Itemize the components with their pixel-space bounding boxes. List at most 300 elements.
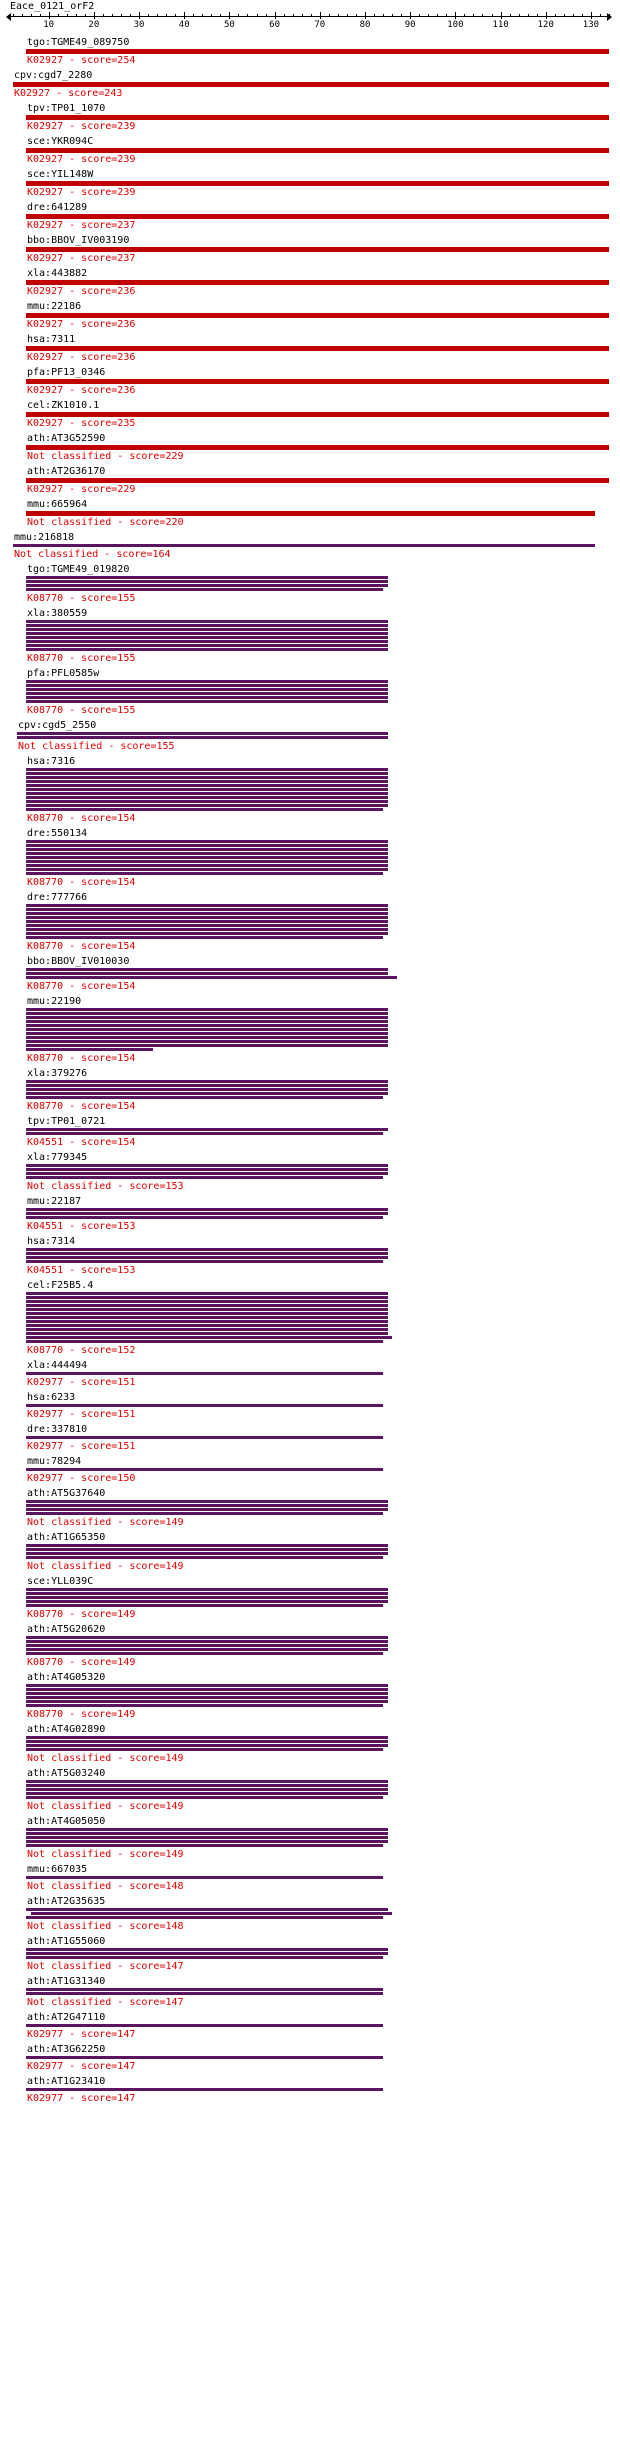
hit-score-link[interactable]: K04551 - score=153 (27, 1265, 136, 1276)
alignment-bar[interactable] (26, 1652, 383, 1655)
alignment-bar[interactable] (26, 804, 388, 807)
alignment-bar[interactable] (26, 972, 388, 975)
hit-score-link[interactable]: K02977 - score=150 (27, 1473, 136, 1484)
alignment-bar[interactable] (26, 511, 595, 516)
alignment-bar[interactable] (26, 1436, 383, 1439)
alignment-bar[interactable] (26, 1080, 388, 1083)
hit-name-link[interactable]: tpv:TP01_0721 (27, 1116, 106, 1127)
alignment-bar[interactable] (26, 1604, 383, 1607)
alignment-bar[interactable] (26, 445, 609, 450)
hit-score-link[interactable]: K08770 - score=154 (27, 1053, 136, 1064)
hit-score-link[interactable]: K08770 - score=155 (27, 705, 136, 716)
hit-score-link[interactable]: Not classified - score=153 (27, 1181, 184, 1192)
alignment-bar[interactable] (26, 852, 388, 855)
hit-name-link[interactable]: ath:AT5G20620 (27, 1624, 106, 1635)
hit-score-link[interactable]: K08770 - score=149 (27, 1609, 136, 1620)
alignment-bar[interactable] (26, 588, 383, 591)
ruler-minor-tick (220, 14, 221, 17)
ruler-minor-tick (392, 14, 393, 17)
hit-score-link[interactable]: Not classified - score=147 (27, 1997, 184, 2008)
alignment-bar[interactable] (26, 632, 388, 635)
alignment-bar[interactable] (26, 1128, 388, 1131)
alignment-bar[interactable] (31, 1912, 392, 1915)
alignment-bar[interactable] (26, 620, 388, 623)
alignment-bar[interactable] (26, 1404, 383, 1407)
alignment-bar[interactable] (26, 868, 388, 871)
alignment-bar[interactable] (26, 1316, 388, 1319)
hit-score-link[interactable]: Not classified - score=155 (18, 741, 175, 752)
alignment-bar[interactable] (26, 936, 383, 939)
alignment-bar[interactable] (26, 576, 388, 579)
hit-name-link[interactable]: ath:AT1G65350 (27, 1532, 106, 1543)
alignment-bar[interactable] (26, 1312, 388, 1315)
ruler-left-arrow-icon (6, 13, 11, 21)
hit-name-link[interactable]: sce:YIL148W (27, 169, 94, 180)
alignment-bar[interactable] (26, 1252, 388, 1255)
alignment-bar[interactable] (26, 796, 388, 799)
hit-score-link[interactable]: K02927 - score=236 (27, 352, 136, 363)
alignment-bar[interactable] (26, 644, 388, 647)
ruler-minor-tick (356, 14, 357, 17)
alignment-bar[interactable] (26, 1948, 388, 1951)
hit-name-link[interactable]: xla:779345 (27, 1152, 88, 1163)
alignment-bar[interactable] (26, 1256, 388, 1259)
alignment-bar[interactable] (26, 1556, 383, 1559)
hit-name-link[interactable]: dre:337810 (27, 1424, 88, 1435)
alignment-bar[interactable] (26, 1088, 388, 1091)
alignment-bar[interactable] (26, 1512, 383, 1515)
alignment-bar[interactable] (26, 1836, 388, 1839)
alignment-bar[interactable] (26, 1840, 388, 1843)
alignment-bar[interactable] (26, 1320, 388, 1323)
hit-name-link[interactable]: pfa:PFL0585w (27, 668, 100, 679)
ruler-major-tick (546, 12, 547, 19)
alignment-bar[interactable] (26, 1020, 388, 1023)
alignment-bar[interactable] (26, 904, 388, 907)
ruler-minor-tick (293, 14, 294, 17)
alignment-bar[interactable] (26, 1552, 388, 1555)
hit-score-link[interactable]: K02927 - score=237 (27, 253, 136, 264)
alignment-bar[interactable] (26, 1748, 383, 1751)
hit-score-link[interactable]: K02927 - score=236 (27, 319, 136, 330)
hit-score-link[interactable]: K02977 - score=151 (27, 1441, 136, 1452)
hit-name-link[interactable]: cel:F25B5.4 (27, 1280, 94, 1291)
hit-name-link[interactable]: ath:AT1G31340 (27, 1976, 106, 1987)
alignment-bar[interactable] (17, 736, 388, 739)
alignment-bar[interactable] (26, 1096, 383, 1099)
hit-score-link[interactable]: K02927 - score=239 (27, 187, 136, 198)
alignment-bar[interactable] (26, 684, 388, 687)
alignment-bar[interactable] (17, 732, 388, 735)
alignment-bar[interactable] (26, 1952, 388, 1955)
alignment-bar[interactable] (26, 624, 388, 627)
hit-score-link[interactable]: K08770 - score=155 (27, 653, 136, 664)
hit-score-link[interactable]: Not classified - score=220 (27, 517, 184, 528)
hit-name-link[interactable]: hsa:7311 (27, 334, 76, 345)
alignment-bar[interactable] (26, 1692, 388, 1695)
alignment-bar[interactable] (26, 1164, 388, 1167)
ruler-minor-tick (175, 14, 176, 17)
ruler-tick-label: 70 (314, 20, 326, 30)
alignment-bar[interactable] (26, 1600, 388, 1603)
hit-score-link[interactable]: Not classified - score=148 (27, 1881, 184, 1892)
ruler-tick-label: 40 (178, 20, 190, 30)
hit-name-link[interactable]: mmu:665964 (27, 499, 88, 510)
hit-name-link[interactable]: mmu:216818 (14, 532, 75, 543)
hit-name-link[interactable]: tgo:TGME49_089750 (27, 37, 130, 48)
alignment-bar[interactable] (26, 1336, 392, 1339)
alignment-bar[interactable] (26, 1308, 388, 1311)
alignment-bar[interactable] (26, 1548, 388, 1551)
alignment-bar[interactable] (26, 2088, 383, 2091)
alignment-bar[interactable] (26, 214, 609, 219)
alignment-bar[interactable] (26, 1844, 383, 1847)
alignment-bar[interactable] (26, 1300, 388, 1303)
alignment-bar[interactable] (26, 181, 609, 186)
alignment-bar[interactable] (26, 1092, 388, 1095)
alignment-bar[interactable] (26, 1168, 388, 1171)
ruler-major-tick (320, 12, 321, 19)
alignment-bar[interactable] (26, 2056, 383, 2059)
ruler-minor-tick (85, 14, 86, 17)
alignment-bar[interactable] (26, 379, 609, 384)
hit-score-link[interactable]: K08770 - score=152 (27, 1345, 136, 1356)
hit-name-link[interactable]: ath:AT4G02890 (27, 1724, 106, 1735)
alignment-bar[interactable] (26, 696, 388, 699)
hit-name-link[interactable]: ath:AT2G35635 (27, 1896, 106, 1907)
alignment-bar[interactable] (26, 1988, 383, 1991)
alignment-bar[interactable] (26, 788, 388, 791)
hit-score-link[interactable]: Not classified - score=149 (27, 1801, 184, 1812)
alignment-bar[interactable] (26, 1508, 388, 1511)
alignment-bar[interactable] (26, 1504, 388, 1507)
hit-score-link[interactable]: K02927 - score=236 (27, 286, 136, 297)
hit-name-link[interactable]: cel:ZK1010.1 (27, 400, 100, 411)
alignment-bar[interactable] (26, 848, 388, 851)
ruler-major-tick (365, 12, 366, 19)
alignment-bar[interactable] (26, 928, 388, 931)
hit-score-link[interactable]: Not classified - score=149 (27, 1517, 184, 1528)
hit-score-link[interactable]: K02977 - score=147 (27, 2029, 136, 2040)
hit-score-link[interactable]: K02977 - score=151 (27, 1377, 136, 1388)
alignment-bar[interactable] (26, 1260, 383, 1263)
hit-name-link[interactable]: mmu:78294 (27, 1456, 82, 1467)
alignment-bar[interactable] (26, 1132, 383, 1135)
alignment-bar[interactable] (26, 1468, 383, 1471)
alignment-bar[interactable] (26, 1544, 388, 1547)
ruler-minor-tick (31, 14, 32, 17)
alignment-bar[interactable] (26, 912, 388, 915)
alignment-bar[interactable] (26, 1324, 388, 1327)
hit-name-link[interactable]: ath:AT1G55060 (27, 1936, 106, 1947)
alignment-bar[interactable] (26, 1696, 388, 1699)
hit-name-link[interactable]: xla:444494 (27, 1360, 88, 1371)
hit-score-link[interactable]: K08770 - score=154 (27, 941, 136, 952)
hit-score-link[interactable]: K02927 - score=239 (27, 154, 136, 165)
alignment-bar[interactable] (26, 864, 388, 867)
ruler-tick-label: 110 (492, 20, 509, 30)
alignment-bar[interactable] (26, 1736, 388, 1739)
hit-name-link[interactable]: dre:777766 (27, 892, 88, 903)
alignment-bar[interactable] (26, 636, 388, 639)
hit-name-link[interactable]: ath:AT4G05050 (27, 1816, 106, 1827)
alignment-bar[interactable] (26, 1040, 388, 1043)
hit-name-link[interactable]: hsa:6233 (27, 1392, 76, 1403)
alignment-bar[interactable] (26, 1304, 388, 1307)
alignment-bar[interactable] (26, 1992, 383, 1995)
ruler-minor-tick (257, 14, 258, 17)
hit-name-link[interactable]: sce:YKR094C (27, 136, 94, 147)
alignment-bar[interactable] (26, 872, 383, 875)
alignment-bar[interactable] (26, 584, 388, 587)
alignment-bar[interactable] (26, 1956, 383, 1959)
hit-score-link[interactable]: K02927 - score=237 (27, 220, 136, 231)
alignment-bar[interactable] (26, 792, 388, 795)
hit-name-link[interactable]: cpv:cgd5_2550 (18, 720, 97, 731)
hit-score-link[interactable]: K02927 - score=243 (14, 88, 123, 99)
alignment-bar[interactable] (26, 808, 383, 811)
ruler-major-tick (139, 12, 140, 19)
hit-score-link[interactable]: K08770 - score=155 (27, 593, 136, 604)
alignment-bar[interactable] (26, 580, 388, 583)
hit-score-link[interactable]: Not classified - score=149 (27, 1849, 184, 1860)
alignment-bar[interactable] (26, 1744, 388, 1747)
alignment-bar[interactable] (26, 784, 388, 787)
alignment-bar[interactable] (26, 313, 609, 318)
alignment-bar[interactable] (26, 1292, 388, 1295)
hit-score-link[interactable]: K08770 - score=149 (27, 1657, 136, 1668)
alignment-bar[interactable] (26, 1644, 388, 1647)
hit-score-link[interactable]: Not classified - score=148 (27, 1921, 184, 1932)
alignment-bar[interactable] (26, 916, 388, 919)
alignment-bar[interactable] (26, 1916, 383, 1919)
alignment-bar[interactable] (26, 908, 388, 911)
alignment-bar[interactable] (26, 628, 388, 631)
hit-score-link[interactable]: Not classified - score=147 (27, 1961, 184, 1972)
alignment-bar[interactable] (26, 148, 609, 153)
alignment-bar[interactable] (26, 1340, 383, 1343)
alignment-bar[interactable] (26, 1216, 383, 1219)
hit-name-link[interactable]: mmu:22190 (27, 996, 82, 1007)
ruler-minor-tick (130, 14, 131, 17)
alignment-bar[interactable] (26, 1704, 383, 1707)
alignment-bar[interactable] (26, 1640, 388, 1643)
alignment-bar[interactable] (13, 82, 609, 87)
alignment-bar[interactable] (26, 1372, 383, 1375)
alignment-bar[interactable] (26, 1788, 388, 1791)
hit-name-link[interactable]: bbo:BBOV_IV003190 (27, 235, 130, 246)
hit-score-link[interactable]: Not classified - score=149 (27, 1561, 184, 1572)
alignment-bar[interactable] (26, 692, 388, 695)
alignment-bar[interactable] (26, 1592, 388, 1595)
ruler-minor-tick (302, 14, 303, 17)
alignment-bar[interactable] (26, 860, 388, 863)
alignment-bar[interactable] (26, 1588, 388, 1591)
alignment-bar[interactable] (26, 1016, 388, 1019)
hit-score-link[interactable]: K02927 - score=236 (27, 385, 136, 396)
hit-score-link[interactable]: K02927 - score=229 (27, 484, 136, 495)
alignment-bar[interactable] (26, 2024, 383, 2027)
alignment-bar[interactable] (26, 1084, 388, 1087)
alignment-bar[interactable] (26, 1740, 388, 1743)
alignment-bar[interactable] (26, 280, 609, 285)
alignment-bar[interactable] (26, 1032, 388, 1035)
hit-name-link[interactable]: dre:550134 (27, 828, 88, 839)
alignment-bar[interactable] (26, 776, 388, 779)
ruler-tick-label: 130 (582, 20, 600, 30)
ruler-minor-tick (519, 14, 520, 17)
hit-score-link[interactable]: K02927 - score=254 (27, 55, 136, 66)
hit-score-link[interactable]: K02977 - score=147 (27, 2061, 136, 2072)
alignment-bar[interactable] (26, 247, 609, 252)
alignment-bar[interactable] (26, 1172, 388, 1175)
alignment-bar[interactable] (26, 856, 388, 859)
hit-name-link[interactable]: bbo:BBOV_IV010030 (27, 956, 130, 967)
alignment-bar[interactable] (26, 412, 609, 417)
alignment-bar[interactable] (26, 1328, 388, 1331)
hit-name-link[interactable]: mmu:667035 (27, 1864, 88, 1875)
alignment-bar[interactable] (26, 844, 388, 847)
alignment-bar[interactable] (26, 1028, 388, 1031)
alignment-bar[interactable] (26, 1688, 388, 1691)
hit-name-link[interactable]: xla:380559 (27, 608, 88, 619)
alignment-bar[interactable] (26, 1208, 388, 1211)
hit-score-link[interactable]: K02977 - score=151 (27, 1409, 136, 1420)
alignment-bar[interactable] (26, 1500, 388, 1503)
hit-name-link[interactable]: ath:AT2G47110 (27, 2012, 106, 2023)
alignment-bar[interactable] (26, 1648, 388, 1651)
alignment-bar[interactable] (26, 1700, 388, 1703)
ruler-minor-tick (193, 14, 194, 17)
hit-name-link[interactable]: tgo:TGME49_019820 (27, 564, 130, 575)
ruler-minor-tick (266, 14, 267, 17)
alignment-bar[interactable] (26, 968, 388, 971)
alignment-bar[interactable] (26, 1792, 388, 1795)
hit-name-link[interactable]: hsa:7316 (27, 756, 76, 767)
alignment-bar[interactable] (26, 924, 388, 927)
ruler-minor-tick (202, 14, 203, 17)
hit-name-link[interactable]: mmu:22186 (27, 301, 82, 312)
alignment-bar[interactable] (26, 1212, 388, 1215)
alignment-bar[interactable] (26, 1636, 388, 1639)
alignment-bar[interactable] (26, 1828, 388, 1831)
ruler-minor-tick (428, 14, 429, 17)
alignment-bar[interactable] (26, 115, 609, 120)
hit-name-link[interactable]: ath:AT1G23410 (27, 2076, 106, 2087)
alignment-bar[interactable] (26, 976, 397, 979)
alignment-bar[interactable] (26, 688, 388, 691)
alignment-bar[interactable] (26, 1008, 388, 1011)
hit-name-link[interactable]: cpv:cgd7_2280 (14, 70, 93, 81)
hit-score-link[interactable]: K08770 - score=154 (27, 877, 136, 888)
hit-name-link[interactable]: xla:379276 (27, 1068, 88, 1079)
alignment-bar[interactable] (26, 1684, 388, 1687)
ruler-minor-tick (211, 14, 212, 17)
alignment-bar[interactable] (26, 1832, 388, 1835)
alignment-bar[interactable] (26, 932, 388, 935)
alignment-bar[interactable] (26, 1176, 383, 1179)
alignment-bar[interactable] (26, 640, 388, 643)
alignment-bar[interactable] (26, 768, 388, 771)
alignment-bar[interactable] (26, 478, 609, 483)
hit-score-link[interactable]: Not classified - score=164 (14, 549, 171, 560)
hit-score-link[interactable]: K04551 - score=153 (27, 1221, 136, 1232)
alignment-bar[interactable] (26, 1332, 388, 1335)
hit-score-link[interactable]: Not classified - score=149 (27, 1753, 184, 1764)
ruler-minor-tick (510, 14, 511, 17)
hit-score-link[interactable]: K04551 - score=154 (27, 1137, 136, 1148)
alignment-bar[interactable] (26, 840, 388, 843)
alignment-bar[interactable] (26, 680, 388, 683)
alignment-bar[interactable] (26, 1596, 388, 1599)
ruler-minor-tick (528, 14, 529, 17)
alignment-bar[interactable] (26, 1048, 153, 1051)
hit-score-link[interactable]: K08770 - score=154 (27, 813, 136, 824)
hit-score-link[interactable]: Not classified - score=229 (27, 451, 184, 462)
hit-score-link[interactable]: K02927 - score=235 (27, 418, 136, 429)
alignment-bar[interactable] (26, 1296, 388, 1299)
alignment-bar[interactable] (26, 1780, 388, 1783)
alignment-bar[interactable] (26, 648, 388, 651)
alignment-bar[interactable] (26, 1012, 388, 1015)
alignment-bar[interactable] (26, 780, 388, 783)
alignment-bar[interactable] (26, 800, 388, 803)
ruler-minor-tick (121, 14, 122, 17)
alignment-bar[interactable] (26, 1248, 388, 1251)
hit-score-link[interactable]: K02927 - score=239 (27, 121, 136, 132)
hit-score-link[interactable]: K08770 - score=149 (27, 1709, 136, 1720)
alignment-bar[interactable] (26, 346, 609, 351)
hit-name-link[interactable]: mmu:22187 (27, 1196, 82, 1207)
hit-name-link[interactable]: dre:641289 (27, 202, 88, 213)
hit-name-link[interactable]: ath:AT2G36170 (27, 466, 106, 477)
ruler-minor-tick (555, 14, 556, 17)
alignment-bar[interactable] (26, 1044, 388, 1047)
hit-name-link[interactable]: tpv:TP01_1070 (27, 103, 106, 114)
alignment-bar[interactable] (26, 1036, 388, 1039)
hit-score-link[interactable]: K08770 - score=154 (27, 1101, 136, 1112)
hit-name-link[interactable]: ath:AT5G37640 (27, 1488, 106, 1499)
alignment-bar[interactable] (26, 1784, 388, 1787)
hit-score-link[interactable]: K02977 - score=147 (27, 2093, 136, 2104)
ruler-major-tick (410, 12, 411, 19)
ruler-tick-label: 60 (269, 20, 281, 30)
alignment-bar[interactable] (26, 1796, 383, 1799)
hit-name-link[interactable]: sce:YLL039C (27, 1576, 94, 1587)
alignment-bar[interactable] (26, 49, 609, 54)
ruler-minor-tick (609, 14, 610, 17)
ruler-minor-tick (311, 14, 312, 17)
alignment-bar[interactable] (26, 920, 388, 923)
ruler-minor-tick (247, 14, 248, 17)
alignment-bar[interactable] (13, 544, 595, 547)
alignment-bar[interactable] (26, 700, 388, 703)
hit-name-link[interactable]: xla:443882 (27, 268, 88, 279)
ruler-minor-tick (492, 14, 493, 17)
hit-name-link[interactable]: ath:AT3G62250 (27, 2044, 106, 2055)
hit-name-link[interactable]: pfa:PF13_0346 (27, 367, 106, 378)
alignment-bar[interactable] (26, 1876, 383, 1879)
hit-name-link[interactable]: ath:AT5G03240 (27, 1768, 106, 1779)
hit-name-link[interactable]: hsa:7314 (27, 1236, 76, 1247)
alignment-bar[interactable] (26, 772, 388, 775)
alignment-bar[interactable] (26, 1908, 388, 1911)
ruler-minor-tick (347, 14, 348, 17)
hit-name-link[interactable]: ath:AT4G05320 (27, 1672, 106, 1683)
hit-score-link[interactable]: K08770 - score=154 (27, 981, 136, 992)
hit-name-link[interactable]: ath:AT3G52590 (27, 433, 106, 444)
alignment-bar[interactable] (26, 1024, 388, 1027)
